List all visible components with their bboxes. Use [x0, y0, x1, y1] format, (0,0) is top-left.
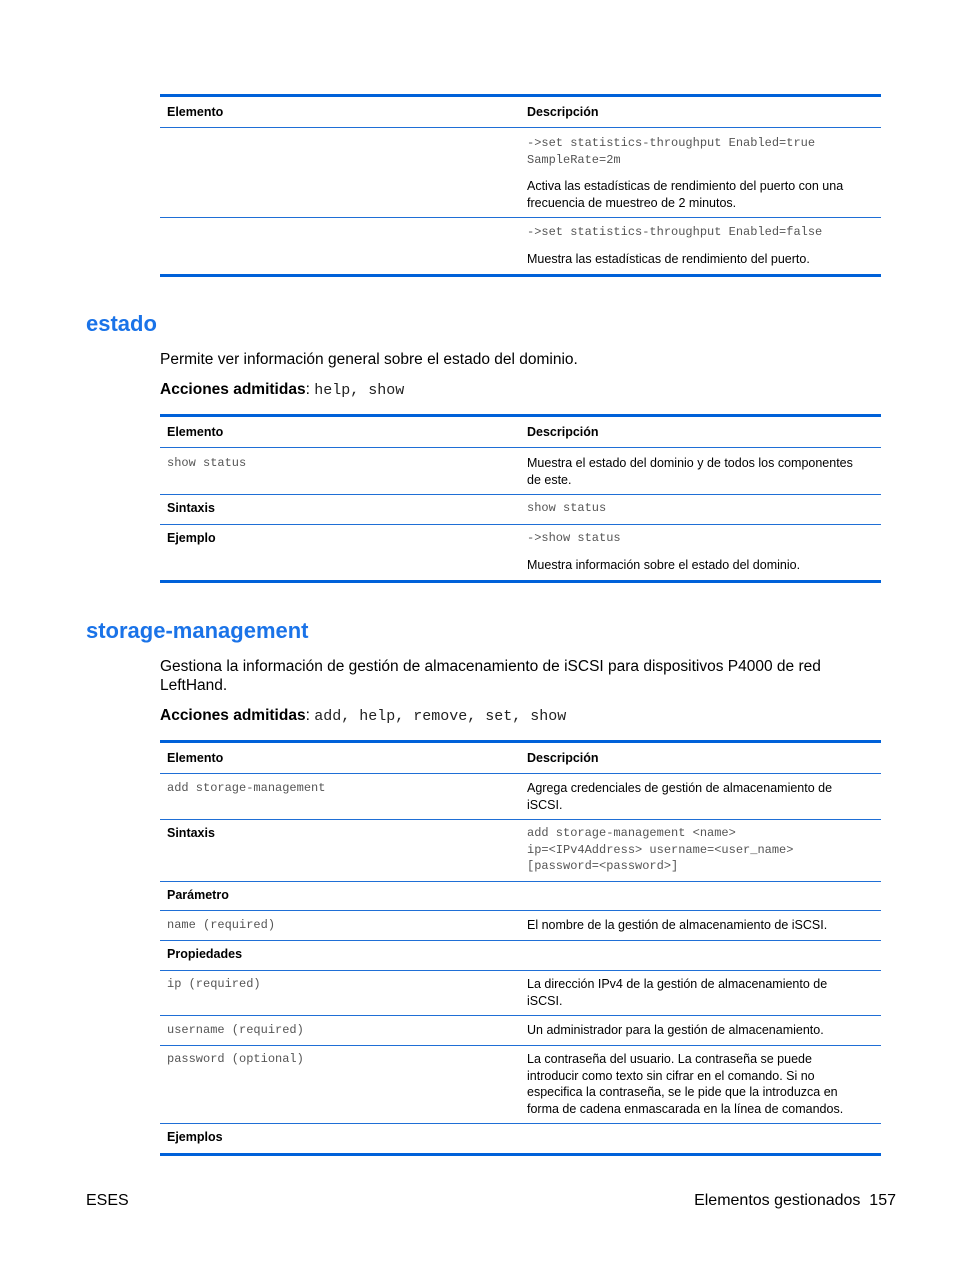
row-divider	[160, 940, 881, 941]
column-header-element: Elemento	[167, 751, 224, 765]
table-top-rule	[160, 740, 881, 743]
syntax-command: show status	[527, 501, 607, 515]
row-divider	[160, 1045, 881, 1046]
syntax-command: add storage-management <name> ip=<IPv4Address> username=<user_name> [password=<password>]	[527, 826, 794, 873]
column-header-description: Descripción	[527, 425, 599, 439]
example-command: ->set statistics-throughput Enabled=true SampleRate=2m	[527, 136, 816, 167]
example-description: Muestra las estadísticas de rendimiento del puerto.	[527, 252, 810, 266]
property-username-description: Un administrador para la gestión de almacenamiento.	[527, 1023, 824, 1037]
row-divider	[160, 910, 881, 911]
row-divider	[160, 1015, 881, 1016]
element-command: show status	[167, 456, 247, 470]
footer-left: ESES	[86, 1192, 129, 1209]
property-username: username (required)	[167, 1023, 304, 1037]
examples-label: Ejemplos	[167, 1130, 223, 1144]
table-bottom-rule	[160, 1153, 881, 1156]
actions-values: add, help, remove, set, show	[314, 708, 567, 725]
parameter-description: El nombre de la gestión de almacenamiento de iSCSI.	[527, 918, 828, 932]
header-divider	[160, 127, 881, 128]
estado-table	[160, 414, 881, 586]
property-password: password (optional)	[167, 1052, 304, 1066]
section-title-storage-management: storage-management	[86, 618, 309, 643]
row-divider	[160, 524, 881, 525]
row-divider	[160, 1123, 881, 1124]
property-ip-description: La dirección IPv4 de la gestión de almacenamiento de iSCSI.	[527, 977, 828, 1008]
page-number: 157	[869, 1192, 896, 1209]
table-bottom-rule	[160, 274, 881, 277]
parameter-label: Parámetro	[167, 888, 229, 902]
table-top-rule	[160, 94, 881, 97]
syntax-label: Sintaxis	[167, 501, 215, 515]
column-header-description: Descripción	[527, 751, 599, 765]
example-command: ->show status	[527, 531, 621, 545]
column-header-description: Descripción	[527, 105, 599, 119]
statistics-throughput-table	[160, 94, 881, 278]
actions-values: help, show	[314, 382, 405, 399]
parameter-name: name (required)	[167, 918, 276, 932]
storage-actions: Acciones admitidas: add, help, remove, set, show	[160, 707, 567, 725]
properties-label: Propiedades	[167, 947, 243, 961]
element-command: add storage-management	[167, 781, 326, 795]
property-password-description: La contraseña del usuario. La contraseña se puede introducir como texto sin cifrar en el comando. Si no especifica la contraseña, se le pide que la introduzca en forma de cadena enmascarada en la línea de comandos.	[527, 1052, 844, 1116]
actions-label: Acciones admitidas	[160, 381, 306, 398]
element-description: Muestra el estado del dominio y de todos los componentes de este.	[527, 456, 853, 487]
storage-intro: Gestiona la información de gestión de almacenamiento de iSCSI para dispositivos P4000 de red LeftHand.	[160, 658, 821, 694]
example-description: Activa las estadísticas de rendimiento del puerto con una frecuencia de muestreo de 2 minutos.	[527, 179, 844, 210]
example-description: Muestra información sobre el estado del dominio.	[527, 558, 801, 572]
footer-section-name: Elementos gestionados	[694, 1192, 861, 1209]
row-divider	[160, 494, 881, 495]
row-divider	[160, 217, 881, 218]
table-top-rule	[160, 414, 881, 417]
element-description: Agrega credenciales de gestión de almacenamiento de iSCSI.	[527, 781, 833, 812]
estado-intro: Permite ver información general sobre el estado del dominio.	[160, 351, 578, 368]
example-command: ->set statistics-throughput Enabled=false	[527, 225, 823, 239]
column-header-element: Elemento	[167, 425, 224, 439]
actions-label: Acciones admitidas	[160, 707, 306, 724]
header-divider	[160, 447, 881, 448]
table-bottom-rule	[160, 580, 881, 583]
property-ip: ip (required)	[167, 977, 261, 991]
header-divider	[160, 773, 881, 774]
row-divider	[160, 881, 881, 882]
column-header-element: Elemento	[167, 105, 224, 119]
footer-right	[694, 1192, 896, 1210]
section-title-estado: estado	[86, 311, 157, 336]
syntax-label: Sintaxis	[167, 826, 215, 840]
storage-management-table	[160, 740, 881, 1160]
estado-actions: Acciones admitidas: help, show	[160, 381, 405, 399]
row-divider	[160, 819, 881, 820]
row-divider	[160, 970, 881, 971]
example-label: Ejemplo	[167, 531, 216, 545]
